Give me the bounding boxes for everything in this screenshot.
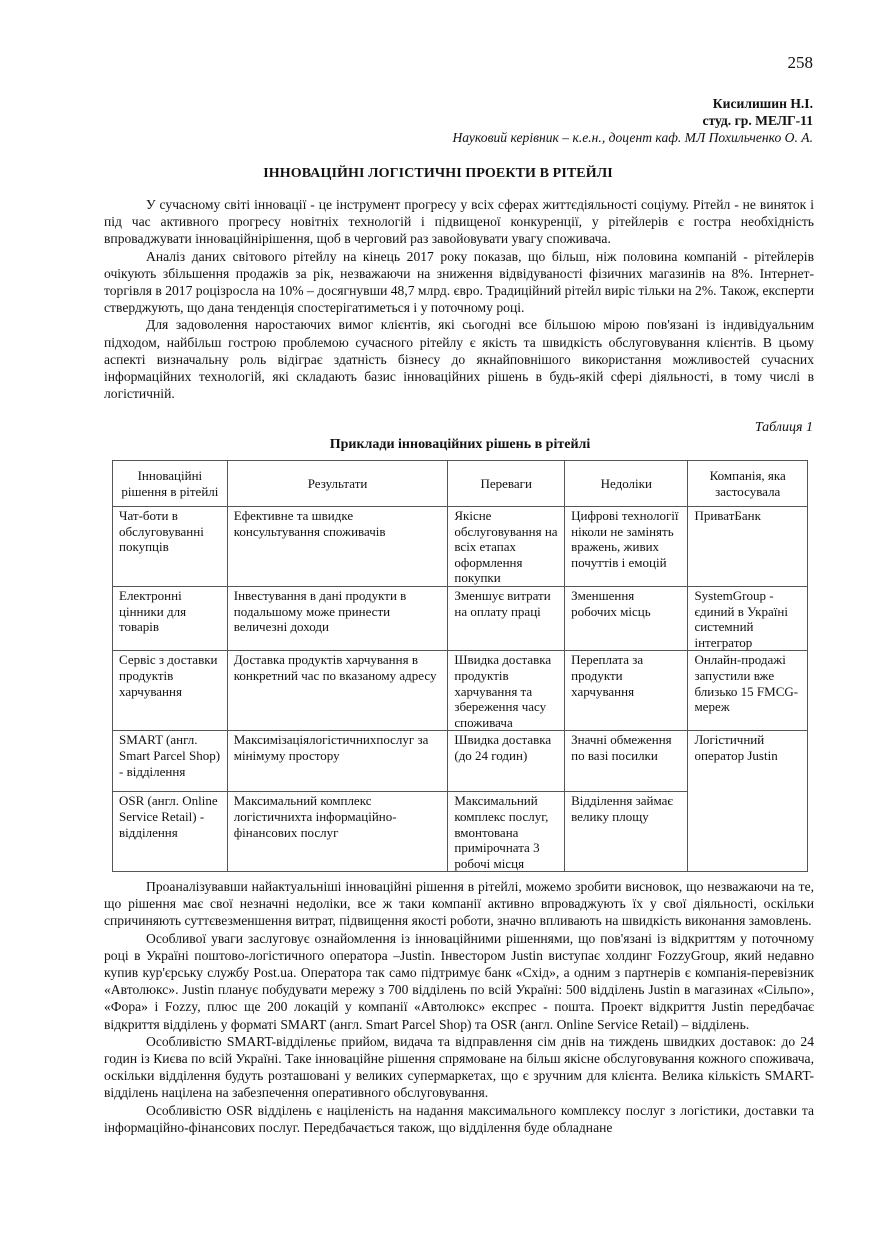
table-row <box>113 731 808 792</box>
table-cell: Зменшення робочих місць <box>565 586 688 650</box>
table-cell: Якісне обслуговування на всіх етапах оформлення покупки <box>448 507 565 587</box>
intro-section <box>104 196 814 402</box>
table-cell: Електронні цінники для товарів <box>113 586 228 650</box>
paragraph: Проаналізувавши найактуальніші інноваційні рішення в рітейлі, можемо зробити висновок, що незважаючи на те, що рішення має свої незначні недоліки, все ж таки компанії активно впроваджують їх у свої діяльності, оскільки спричиняють суттєвезменшення витрат, підвищення якості роботи, значно впливають на швидкість виконання замовлень. <box>104 879 814 929</box>
paragraph: У сучасному світі інновації - це інструмент прогресу у всіх сферах життєдіяльності соціуму. Рітейл - не виняток і під час активного прогресу новітніх технологій і підвищеної конкуренції, у рітейлерів є гостра необхідність впроваджувати інноваційнірішення, щоб в черговий раз завойовувати увагу споживача. <box>104 197 814 247</box>
table-header-cell: Інноваційні рішення в рітейлі <box>113 461 228 507</box>
table-cell: Значні обмеження по вазі посилки <box>565 731 688 792</box>
table-row <box>113 651 808 731</box>
table-cell: Максимальний комплекс послуг, вмонтована примірочната 3 робочі місця <box>448 792 565 872</box>
author-block <box>452 95 813 146</box>
table-cell: Зменшує витрати на оплату праці <box>448 586 565 650</box>
author-supervisor: Науковий керівник – к.е.н., доцент каф. МЛ Похильченко О. А. <box>452 130 813 145</box>
author-name: Кисилишин Н.І. <box>712 96 813 111</box>
table-cell: Відділення займає велику площу <box>565 792 688 872</box>
table-header-cell: Компанія, яка застосувала <box>688 461 808 507</box>
paragraph: Особливої уваги заслуговує ознайомлення із інноваційними рішеннями, що пов'язані із відкриттям у поточному році в Україні поштово-логістичного оператора –Justin. Інвестором Justin виступає холдинг FozzyGroup, який недавно купив кур'єрську службу Post.ua. Оператора так само підтримує банк «Схід», а одним з партнерів є компанія-перевізник «Автолюкс». Justin планує побудувати мережу з 700 відділень по всій Україні: 500 відділень Justin в магазинах «Сільпо», «Фора» і Fozzy, плюс ще 200 локацій у компанії «Автолюкс» експрес - пошта. Проект відкриття Justin передбачає відкриття відділень у форматі SMART (англ. Smart Parcel Shop) та OSR (англ. Online Service Retail) – відділень. <box>104 930 814 1032</box>
author-group: студ. гр. МЕЛГ-11 <box>702 113 813 128</box>
table-cell: SMART (англ. Smart Parcel Shop) - відділення <box>113 731 228 792</box>
paragraph: Особливістю OSR відділень є націленість на надання максимального комплексу послуг з логістики, доставки та інформаційно-фінансових послуг. Передбачається також, що відділення буде обладнане <box>104 1102 814 1135</box>
table-cell: Максимізаціялогістичнихпослуг за мінімуму простору <box>227 731 448 792</box>
table-cell: Швидка доставка продуктів харчування та збереження часу споживача <box>448 651 565 731</box>
table-header-cell: Недоліки <box>565 461 688 507</box>
table-caption: Таблиця 1 <box>754 420 813 435</box>
table-cell: Швидка доставка (до 24 годин) <box>448 731 565 792</box>
paragraph: Особливістю SMART-відділеньє прийом, видача та відправлення сім днів на тиждень швидких доставок: до 24 годин із Києва по всій Україні. Таке інноваційне рішення спрямоване на більш якісне обслуговування кожного споживача, оскільки відділення будуть розташовані у великих супермаркетах, що є зручним для клієнта. Велика кількість SMART-відділень націлена на забезпечення оперативного обслуговування. <box>104 1033 814 1101</box>
table-cell: Ефективне та швидке консультування споживачів <box>227 507 448 587</box>
table-cell: SystemGroup - єдиний в Україні системний інтегратор <box>688 586 808 650</box>
table-cell: Онлайн-продажі запустили вже близько 15 FMCG-мереж <box>688 651 808 731</box>
table-cell: Переплата за продукти харчування <box>565 651 688 731</box>
table-cell: Максимальний комплекс логістичнихта інформаційно-фінансових послуг <box>227 792 448 872</box>
table-row <box>113 586 808 650</box>
table-cell: Доставка продуктів харчування в конкретний час по вказаному адресу <box>227 651 448 731</box>
table-cell: Чат-боти в обслуговуванні покупців <box>113 507 228 587</box>
table-row <box>113 507 808 587</box>
table-header-row <box>113 461 808 507</box>
table-header-cell: Результати <box>227 461 448 507</box>
article-title: ІННОВАЦІЙНІ ЛОГІСТИЧНІ ПРОЕКТИ В РІТЕЙЛІ <box>263 166 613 181</box>
paragraph: Аналіз даних світового рітейлу на кінець 2017 року показав, що більш, ніж половина компаній - рітейлерів очікують збільшення продажів за рік, незважаючи на зниження відвідуваності фізичних магазинів на 8%. Інтернет-торгівля в 2017 роцізросла на 10% – досягнувши 48,7 млрд. євро. Традиційний рітейл виріс тільки на 2%. Також, експерти стверджують, що дана тенденція спостерігатиметься і у поточному році. <box>104 248 814 316</box>
table-title: Приклади інноваційних рішень в рітейлі <box>329 437 591 452</box>
table-cell: Сервіс з доставки продуктів харчування <box>113 651 228 731</box>
table-header-cell: Переваги <box>448 461 565 507</box>
table-cell: Інвестування в дані продукти в подальшому може принести величезні доходи <box>227 586 448 650</box>
table-cell: Цифрові технології ніколи не замінять вражень, живих почуттів і емоцій <box>565 507 688 587</box>
page-number: 258 <box>787 53 813 72</box>
table-cell: OSR (англ. Online Service Retail) - відділення <box>113 792 228 872</box>
solutions-table <box>112 460 808 872</box>
table-cell-merged: Логістичний оператор Justin <box>688 731 808 872</box>
paragraph: Для задоволення наростаючих вимог клієнтів, які сьогодні все більшою мірою пов'язані із індивідуальним підходом, найбільш гострою проблемою сучасного рітейлу є якість та швидкість обслуговування клієнтів. В цьому аспекті визначальну роль відіграє здатність бізнесу до якнайповнішого використання можливостей сучасних інформаційних технологій, які складають базис інноваційних рішень в будь-якій сфері діяльності, в тому числі в логістичній. <box>104 317 814 402</box>
body-section <box>104 878 814 1136</box>
table-cell: ПриватБанк <box>688 507 808 587</box>
